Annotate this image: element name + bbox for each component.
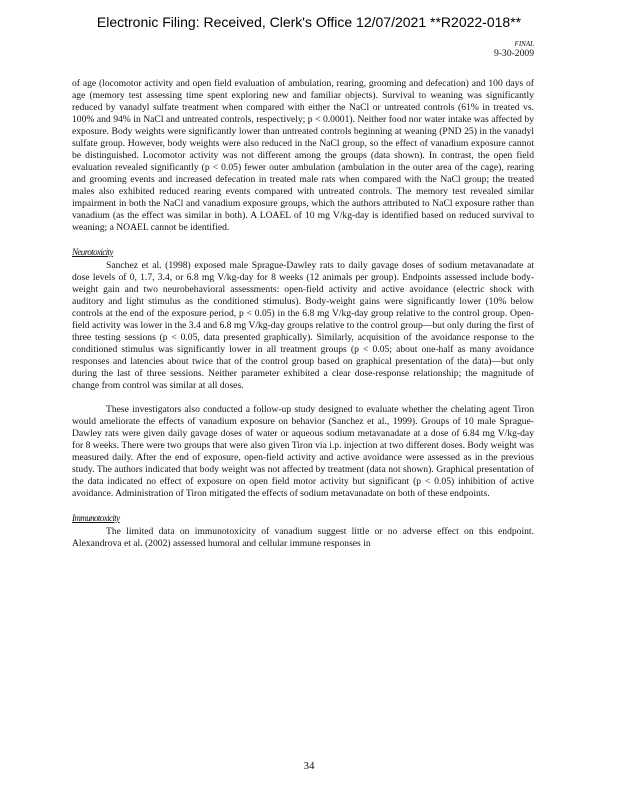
electronic-filing-stamp: Electronic Filing: Received, Clerk's Office 12/07/2021 **R2022-018** — [96, 14, 522, 30]
draft-date-value: 9-30-2009 — [494, 48, 534, 59]
paragraph-continuation: of age (locomotor activity and open field evaluation of ambulation, rearing, grooming and defecation) and 100 days of age (memory test assessing time spent exploring new and familiar objects). Survival to weaning was significantly reduced by vanadyl sulfate treatment when compared with either the NaCl or untreated controls (61% in treated vs. 100% and 94% in NaCl and untreated controls, respectively; p < 0.0001). Neither food nor water intake was affected by exposure. Body weights were significantly lower than untreated controls beginning at weaning (PND 25) in the vanadyl sulfate group. However, body weights were also reduced in the NaCl group, so the effect of vanadium exposure cannot be distinguished. Locomotor activity was not different among the groups (data shown). In contrast, the open field evaluation revealed significantly (p < 0.05) fewer outer ambulation (ambulation in the outer area of the cage), rearing and grooming events and increased defecation in treated male rats when compared with the NaCl group; the treated males also exhibited reduced rearing events compared with untreated controls. The memory test revealed similar impairment in both the NaCl and vanadium exposure groups, which the authors attributed to NaCl exposure rather than vanadium (as the effect was similar in both). A LOAEL of 10 mg V/kg-day is identified based on reduced survival to weaning; a NOAEL cannot be identified. — [72, 78, 534, 233]
section-heading-neurotoxicity: Neurotoxicity — [72, 247, 113, 257]
draft-label: FINAL — [514, 40, 534, 48]
page-number: 34 — [303, 760, 315, 772]
paragraph-sanchez-1998: Sanchez et al. (1998) exposed male Sprague-Dawley rats to daily gavage doses of sodium metavanadate at dose levels of 0, 1.7, 3.4, or 6.8 mg V/kg-day for 8 weeks (12 animals per group). Endpoints assessed include body-weight gain and two neurobehavioral assessments: open-field activity and active avoidance (electric shock with auditory and light stimulus as the conditioned stimulus). Body-weight gains were significantly lower (10% below controls at the end of the exposure period, p < 0.05) in the 6.8 mg V/kg-day group relative to the control group. Open-field activity was lower in the 3.4 and 6.8 mg V/kg-day groups relative to the control group—but only during the first of three testing sessions (p < 0.05, data presented graphically). Similarly, acquisition of the avoidance response to the conditioned stimulus was significantly lower in all treatment groups (p < 0.05; about one-half as many avoidance responses and latencies about twice that of the control group based on graphical presentation of the data)—but only during the last of three sessions. Neither parameter exhibited a clear dose-response relationship; the magnitude of change from control was similar at all doses. — [72, 260, 534, 391]
draft-date — [494, 38, 534, 60]
section-heading-immunotoxicity: Immunotoxicity — [72, 513, 120, 523]
document-body — [72, 78, 534, 562]
paragraph-sanchez-1999: These investigators also conducted a follow-up study designed to evaluate whether the chelating agent Tiron would ameliorate the effects of vanadium exposure on behavior (Sanchez et al., 1999). Groups of 10 male Sprague-Dawley rats were given daily gavage doses of water or aqueous sodium metavanadate at a dose of 6.84 mg V/kg-day for 8 weeks. There were two groups that were also given Tiron via i.p. injection at two different doses. Body weight was measured daily. After the end of exposure, open-field activity and active avoidance were assessed as in the previous study. The authors indicated that body weight was not affected by treatment (data not shown). Graphical presentation of the data indicated no effect of exposure on open field motor activity but significant (p < 0.05) inhibition of active avoidance. Administration of Tiron mitigated the effects of sodium metavanadate on both of these endpoints. — [72, 404, 534, 499]
paragraph-immunotoxicity: The limited data on immunotoxicity of vanadium suggest little or no adverse effect on this endpoint. Alexandrova et al. (2002) assessed humoral and cellular immune responses in — [72, 526, 534, 549]
